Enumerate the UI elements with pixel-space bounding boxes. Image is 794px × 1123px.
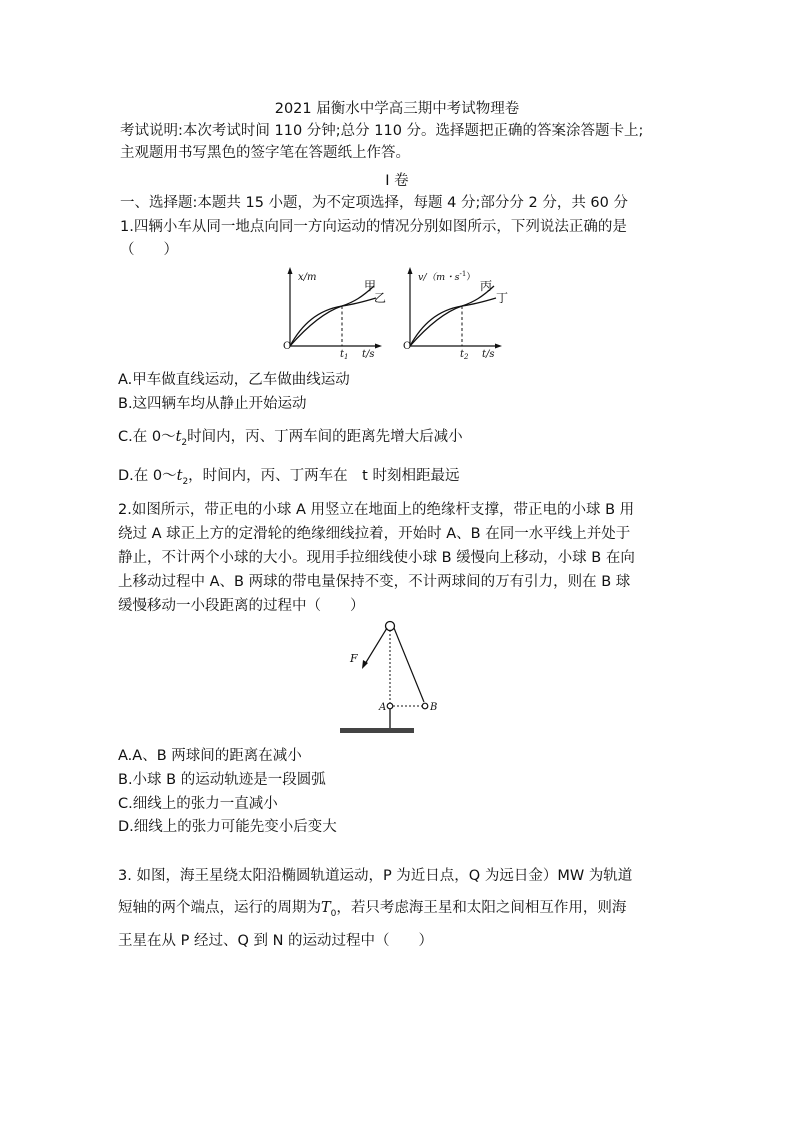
origin-label: O xyxy=(403,341,412,352)
curve-jia xyxy=(290,286,374,346)
q2-option-a: A.A、B 两球间的距离在减小 xyxy=(118,748,302,764)
ground xyxy=(340,728,414,733)
origin-label: O xyxy=(283,341,292,352)
y-axis-arrow xyxy=(408,267,413,274)
q2-stem-line-2: 绕过 A 球正上方的定滑轮的绝缘细线拉着，开始时 A、B 在同一水平线上并处于 xyxy=(118,526,631,542)
curve-bing xyxy=(410,286,494,346)
q2-stem-line-3: 静止，不计两个小球的大小。现用手拉细线使小球 B 缓慢向上移动，小球 B 在向 xyxy=(118,550,635,566)
y-axis-arrow xyxy=(288,267,293,274)
label-b: B xyxy=(430,702,438,713)
q1-answer-paren: （ ） xyxy=(120,242,178,258)
exam-instructions-line-2: 主观题用书写黑色的签字笔在答题纸上作答。 xyxy=(120,145,410,161)
x-axis-label: t/s xyxy=(482,349,495,360)
q1-option-d: D.在 $0\sim t_2$，时间内，丙、丁两车在 t 时刻相距最远 xyxy=(118,468,460,487)
y-axis-label: v/（m・$s^{-1}$） xyxy=(418,270,476,283)
q2-stem-line-4: 上移动过程中 A、B 两球的带电量保持不变，不计两球间的万有引力，则在 B 球 xyxy=(118,574,631,590)
q2-pulley-figure xyxy=(340,616,450,738)
q1-stem: 1.四辆小车从同一地点向同一方向运动的情况分别如图所示，下列说法正确的是 xyxy=(120,219,627,235)
string-to-hand xyxy=(365,628,387,664)
curve-yi xyxy=(290,298,376,346)
q1-option-c: C.在 $0\sim t_2$时间内，丙、丁两车间的距离先增大后减小 xyxy=(118,429,463,448)
label-a: A xyxy=(379,702,387,713)
q1-option-b: B.这四辆车均从静止开始运动 xyxy=(118,396,307,412)
curve-ding xyxy=(410,298,496,346)
exam-instructions-line-1: 考试说明:本次考试时间 110 分钟;总分 110 分。选择题把正确的答案涂答题卡上; xyxy=(120,123,644,139)
q2-stem-line-1: 2.如图所示，带正电的小球 A 用竖立在地面上的绝缘杆支撑，带正电的小球 B 用 xyxy=(118,502,635,518)
q2-stem-line-5: 缓慢移动一小段距离的过程中（ ） xyxy=(118,598,365,614)
string-to-ball-b xyxy=(394,628,424,702)
q2-option-c: C.细线上的张力一直减小 xyxy=(118,796,278,812)
q1-graph-velocity-time xyxy=(398,266,516,362)
ball-b xyxy=(422,703,428,709)
t1-tick-label: $t_1$ xyxy=(340,349,349,361)
q1-option-a: A.甲车做直线运动，乙车做曲线运动 xyxy=(118,372,350,388)
x-axis-arrow xyxy=(495,344,502,349)
q3-stem-line-2: 短轴的两个端点，运行的周期为$T_0$，若只考虑海王星和太阳之间相互作用，则海 xyxy=(118,900,627,919)
volume-heading: I 卷 xyxy=(385,173,409,189)
q1-graph-displacement-time xyxy=(278,266,388,362)
y-axis-label: x/m xyxy=(298,272,317,283)
x-axis-arrow xyxy=(375,344,382,349)
label-ding: 丁 xyxy=(496,291,509,305)
label-jia: 甲 xyxy=(364,279,377,293)
label-f: F xyxy=(350,652,358,665)
t2-tick-label: $t_2$ xyxy=(460,349,469,361)
q3-stem-line-1: 3. 如图，海王星绕太阳沿椭圆轨道运动，P 为近日点，Q 为远日金）MW 为轨道 xyxy=(118,868,633,884)
q2-option-d: D.细线上的张力可能先变小后变大 xyxy=(118,819,337,835)
label-yi: 乙 xyxy=(374,291,387,305)
q2-option-b: B.小球 B 的运动轨迹是一段圆弧 xyxy=(118,772,326,788)
label-bing: 丙 xyxy=(480,279,493,293)
ball-a xyxy=(387,703,393,709)
page-title: 2021 届衡水中学高三期中考试物理卷 xyxy=(274,101,520,117)
x-axis-label: t/s xyxy=(362,349,375,360)
section-heading: 一、选择题:本题共 15 小题，为不定项选择，每题 4 分;部分分 2 分，共 60 分 xyxy=(120,195,628,211)
q3-stem-line-3: 王星在从 P 经过、Q 到 N 的运动过程中（ ） xyxy=(118,933,434,949)
